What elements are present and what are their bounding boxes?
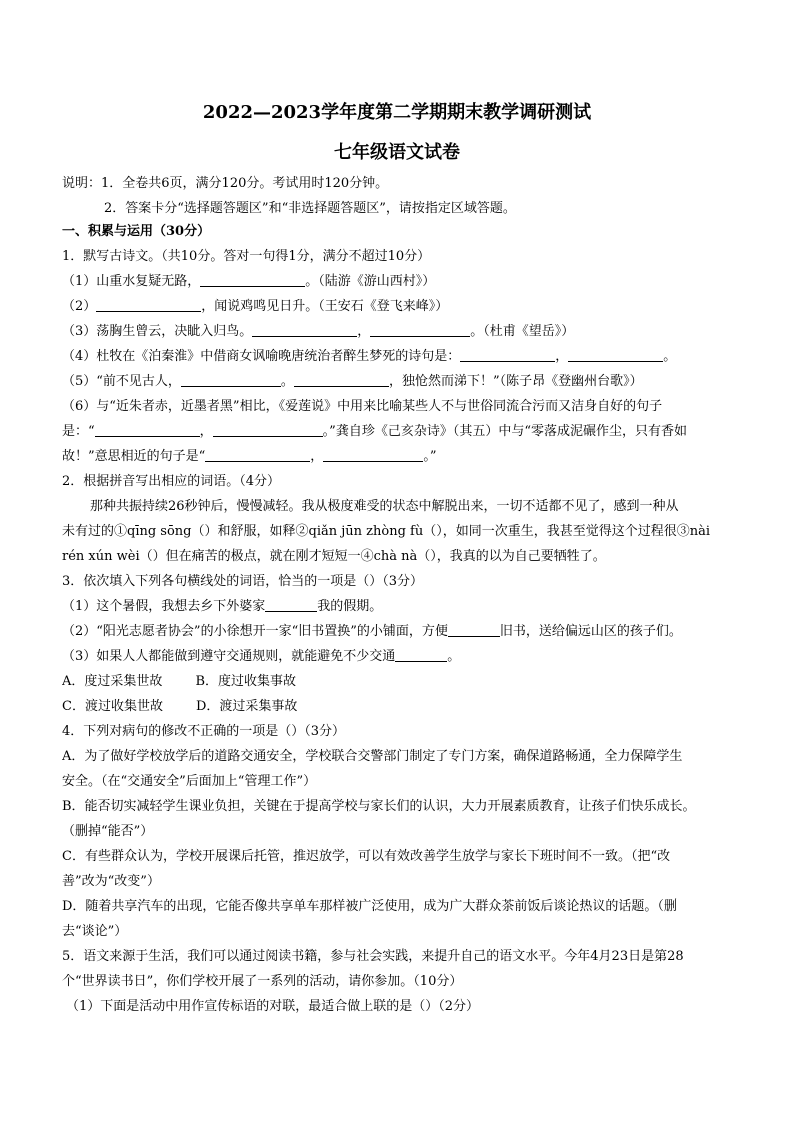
text: 。”龚自珍《己亥杂诗》（其五）中与“零落成泥碾作尘，只有香如 — [322, 424, 687, 439]
q1-item-4 — [62, 347, 742, 367]
q4-option-c-line-2: 善”改为“改变”） — [62, 874, 160, 889]
text: 。（陆游《游山西村》） — [305, 274, 436, 289]
q4-option-a-line-2: 安全。（在“交通安全”后面加上“管理工作”） — [62, 774, 317, 789]
q1-item-6-line-3 — [62, 447, 742, 467]
text: 。 — [663, 349, 677, 364]
text: ，闻说鸡鸣见日升。（王安石《登飞来峰》） — [201, 299, 449, 314]
text: ， — [555, 349, 569, 364]
answer-blank[interactable] — [96, 297, 201, 312]
answer-blank[interactable] — [294, 372, 389, 387]
answer-blank[interactable] — [252, 322, 357, 337]
text: ， — [310, 449, 324, 464]
q4-option-b-line-1: B．能否切实减轻学生课业负担，关键在于提高学校与家长们的认识，大力开展素质教育，让孩子们快乐成长。 — [62, 799, 696, 814]
text: （4）杜牧在《泊秦淮》中借商女讽喻晚唐统治者醉生梦死的诗句是： — [62, 349, 461, 364]
q1-item-2 — [62, 297, 742, 317]
q3-sentence-3 — [62, 647, 742, 667]
answer-blank[interactable] — [448, 622, 500, 637]
q5-sub-1: （1）下面是活动中用作宣传标语的对联，最适合做上联的是（）（2分） — [66, 999, 480, 1014]
q1-item-6-line-1: （6）与“近朱者赤，近墨者黑”相比，《爱莲说》中用来比喻某些人不与世俗同流合污而又洁身自好的句子 — [62, 399, 663, 414]
q3-options-cd: C．渡过收集世故 D．渡过采集事故 — [62, 699, 298, 714]
text: （3）如果人人都能做到遵守交通规则，就能避免不少交通 — [62, 649, 396, 664]
q1-item-5 — [62, 372, 742, 392]
text: ，独怆然而涕下！”（陈子昂《登幽州台歌》） — [388, 374, 643, 389]
text: 。（杜甫《望岳》） — [470, 324, 575, 339]
answer-blank[interactable] — [395, 647, 447, 662]
text: 旧书，送给偏远山区的孩子们。 — [499, 624, 682, 639]
answer-blank[interactable] — [95, 422, 200, 437]
exam-subtitle: 七年级语文试卷 — [334, 142, 460, 163]
q4-stem: 4．下列对病句的修改不正确的一项是（）（3分） — [62, 724, 346, 739]
answer-blank[interactable] — [213, 422, 323, 437]
answer-blank[interactable] — [205, 447, 310, 462]
answer-blank[interactable] — [265, 597, 317, 612]
q2-passage-line-1: 那种共振持续26秒钟后，慢慢减轻。我从极度难受的状态中解脱出来，一切不适都不见了，感到一种从 — [90, 499, 679, 514]
q3-sentence-1 — [62, 597, 742, 617]
text: 故！”意思相近的句子是“ — [62, 449, 206, 464]
q1-item-6-line-2 — [62, 422, 742, 442]
q5-line-2: 个“世界读书日”，你们学校开展了一系列的活动，请你参加。（10分） — [62, 974, 463, 989]
answer-blank[interactable] — [460, 347, 555, 362]
text: 我的假期。 — [317, 599, 383, 614]
q1-item-3 — [62, 322, 742, 342]
q1-item-1 — [62, 272, 742, 292]
text: （1）山重水复疑无路， — [62, 274, 201, 289]
answer-blank[interactable] — [181, 372, 281, 387]
text: ， — [199, 424, 213, 439]
q2-passage-line-3: rén xún wèi（）但在痛苦的极点，就在刚才短短一④chà nà（），我真的以为自己要牺牲了。 — [62, 549, 606, 564]
answer-blank[interactable] — [568, 347, 663, 362]
text: （1）这个暑假，我想去乡下外婆家 — [62, 599, 266, 614]
q3-sentence-2 — [62, 622, 742, 642]
q4-option-d-line-2: 去“谈论”） — [62, 924, 128, 939]
exam-title: 2022—2023学年度第二学期期末教学调研测试 — [202, 102, 592, 123]
text: 。 — [280, 374, 294, 389]
text: 。 — [447, 649, 461, 664]
q4-option-d-line-1: D．随着共享汽车的出现，它能否像共享单车那样被广泛使用，成为广大群众茶前饭后谈论热议的话题。（删 — [62, 899, 677, 914]
text: 。” — [423, 449, 437, 464]
q3-options-ab: A．度过采集世故 B．度过收集事故 — [62, 674, 297, 689]
q5-line-1: 5．语文来源于生活，我们可以通过阅读书籍，参与社会实践，来提升自己的语文水平。今年4月23日是第28 — [62, 949, 684, 964]
instruction-line-2: 2．答案卡分“选择题答题区”和“非选择题答题区”，请按指定区域答题。 — [104, 201, 516, 216]
text: （3）荡胸生曾云，决眦入归鸟。 — [62, 324, 253, 339]
answer-blank[interactable] — [323, 447, 423, 462]
text: 是：“ — [62, 424, 95, 439]
answer-blank[interactable] — [370, 322, 470, 337]
instruction-line-1: 说明：1．全卷共6页，满分120分。考试用时120分钟。 — [62, 176, 389, 191]
q1-stem: 1．默写古诗文。（共10分。答对一句得1分，满分不超过10分） — [62, 249, 431, 264]
section-heading: 一、积累与运用（30分） — [62, 224, 211, 239]
q2-passage-line-2: 未有过的①qīng sōng（）和舒服，如释②qiǎn jūn zhòng fù（），如同一次重生，我甚至觉得这个过程很③nài — [62, 524, 710, 539]
q2-stem: 2．根据拼音写出相应的词语。（4分） — [62, 474, 281, 489]
q4-option-b-line-2: （删掉“能否”） — [62, 824, 154, 839]
text: ， — [357, 324, 371, 339]
q3-stem: 3．依次填入下列各句横线处的词语，恰当的一项是（）（3分） — [62, 574, 424, 589]
text: （2） — [62, 299, 97, 314]
q4-option-c-line-1: C．有些群众认为，学校开展课后托管，推迟放学，可以有效改善学生放学与家长下班时间不一致。（把“改 — [62, 849, 671, 864]
q4-option-a-line-1: A．为了做好学校放学后的道路交通安全，学校联合交警部门制定了专门方案，确保道路畅通，全力保障学生 — [62, 749, 683, 764]
text: （5）“前不见古人， — [62, 374, 181, 389]
text: （2）“阳光志愿者协会”的小徐想开一家“旧书置换”的小铺面，方便 — [62, 624, 448, 639]
answer-blank[interactable] — [200, 272, 305, 287]
